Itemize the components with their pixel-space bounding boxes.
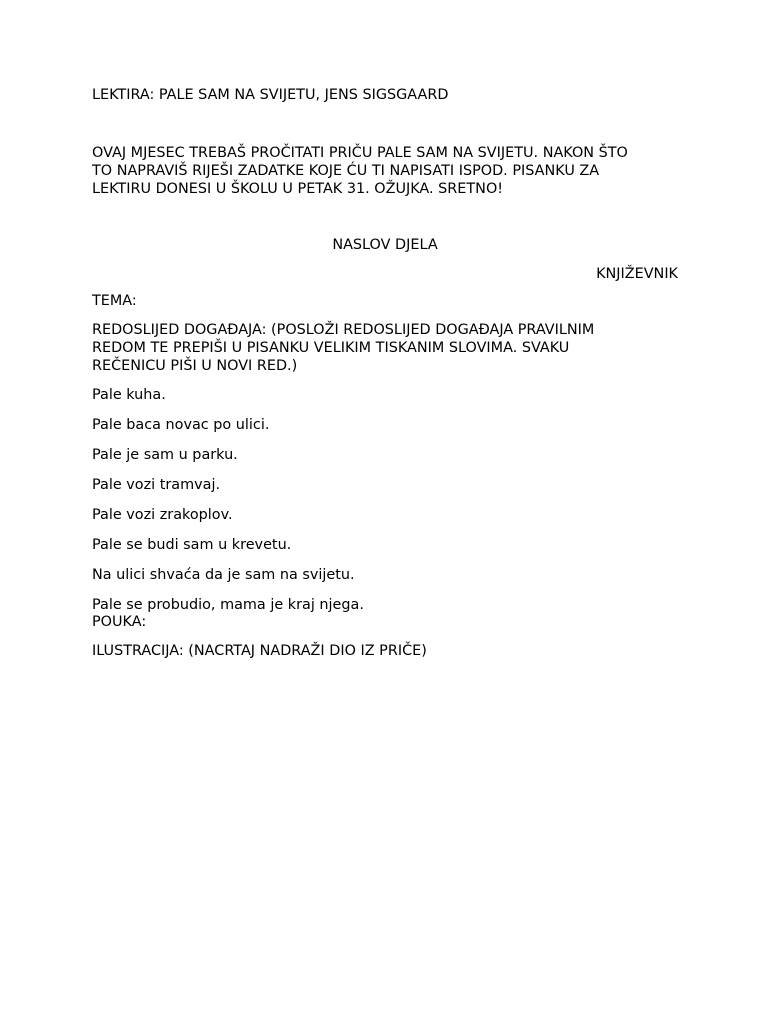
book-title-heading: NASLOV DJELA [332,237,438,253]
moral-label: POUKA: [92,614,147,630]
list-item: Pale se budi sam u krevetu. [92,537,292,553]
author-heading: KNJIŽEVNIK [596,266,678,282]
list-item: Pale se probudio, mama je kraj njega. [92,597,364,613]
intro-line-1: OVAJ MJESEC TREBAŠ PROČITATI PRIČU PALE SAM NA SVIJETU. NAKON ŠTO [92,145,628,161]
order-instruction-line-1: REDOSLIJED DOGAĐAJA: (POSLOŽI REDOSLIJED DOGAĐAJA PRAVILNIM [92,322,595,338]
document-title: LEKTIRA: PALE SAM NA SVIJETU, JENS SIGSGAARD [92,87,449,103]
order-instruction-line-2: REDOM TE PREPIŠI U PISANKU VELIKIM TISKANIM SLOVIMA. SVAKU [92,340,570,356]
list-item: Pale baca novac po ulici. [92,417,270,433]
illustration-label: ILUSTRACIJA: (NACRTAJ NADRAŽI DIO IZ PRIČE) [92,643,427,659]
order-instruction-line-3: REČENICU PIŠI U NOVI RED.) [92,358,298,374]
list-item: Pale vozi zrakoplov. [92,507,233,523]
intro-line-2: TO NAPRAVIŠ RIJEŠI ZADATKE KOJE ĆU TI NAPISATI ISPOD. PISANKU ZA [92,163,600,179]
list-item: Pale kuha. [92,387,166,403]
event-list [92,386,364,626]
intro-line-3: LEKTIRU DONESI U ŠKOLU U PETAK 31. OŽUJKA. SRETNO! [92,181,504,197]
list-item: Pale vozi tramvaj. [92,477,221,493]
list-item: Na ulici shvaća da je sam na svijetu. [92,567,355,583]
theme-label: TEMA: [92,293,137,309]
list-item: Pale je sam u parku. [92,447,238,463]
document-page [92,0,678,1024]
